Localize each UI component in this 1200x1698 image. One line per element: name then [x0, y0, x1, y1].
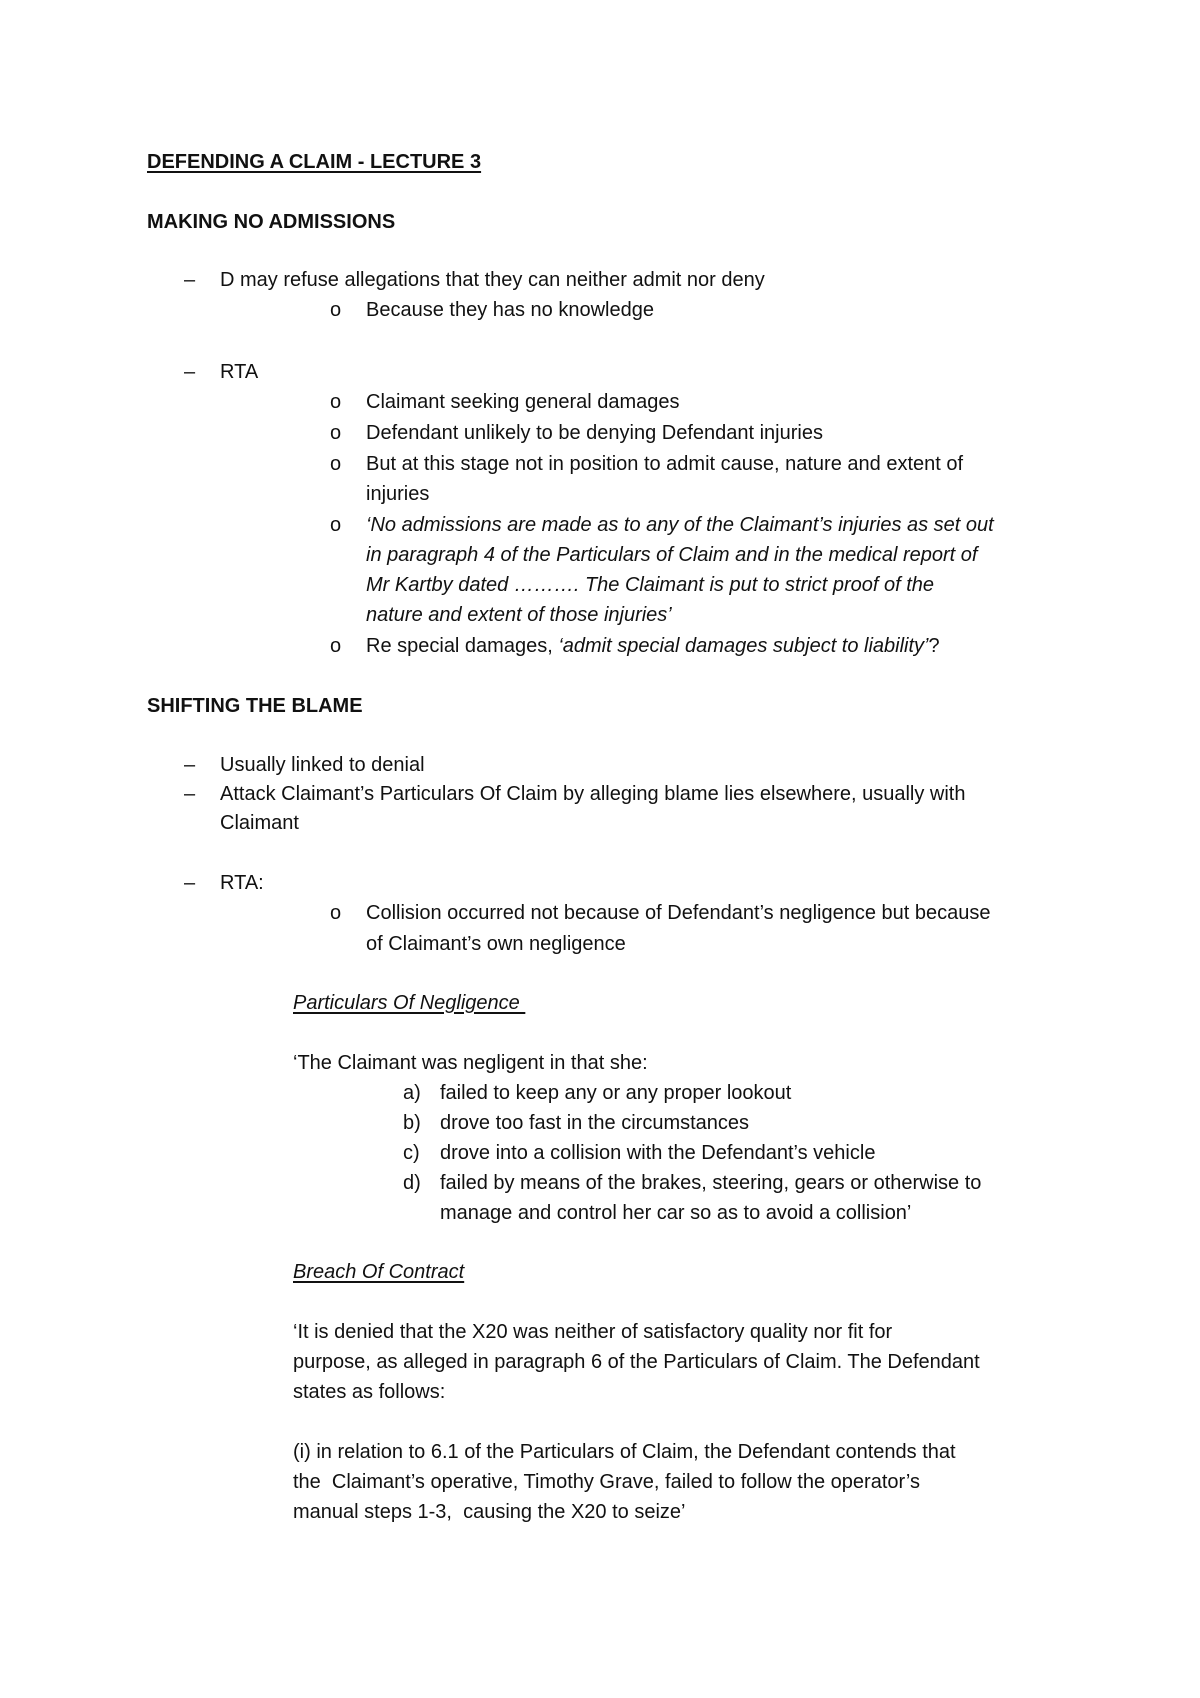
contract-paragraph-line: states as follows: — [293, 1381, 446, 1403]
circle-bullet: o — [330, 391, 342, 413]
special-damages-line — [366, 631, 940, 661]
particulars-of-negligence-heading: Particulars Of Negligence — [293, 992, 526, 1014]
list-item: drove too fast in the circumstances — [440, 1112, 750, 1134]
dash-bullet: – — [184, 872, 196, 894]
list-letter: a) — [403, 1082, 421, 1104]
sub-bullet-text: Collision occurred not because of Defendant’s negligence but because — [366, 902, 991, 924]
bullet-text: Attack Claimant’s Particulars Of Claim by alleging blame lies elsewhere, usually with — [220, 783, 966, 805]
section-heading-making-no-admissions: MAKING NO ADMISSIONS — [147, 211, 396, 233]
bullet-text: D may refuse allegations that they can neither admit nor deny — [220, 269, 765, 291]
dash-bullet: – — [184, 783, 196, 805]
circle-bullet: o — [330, 635, 342, 657]
sub-bullet-text-cont: injuries — [366, 483, 430, 505]
circle-bullet: o — [330, 902, 342, 924]
sub-bullet-text-cont: of Claimant’s own negligence — [366, 933, 626, 955]
quoted-text: ‘No admissions are made as to any of the Claimant’s injuries as set out — [366, 514, 994, 536]
bullet-text: RTA — [220, 361, 259, 383]
list-item: failed by means of the brakes, steering, gears or otherwise to — [440, 1172, 982, 1194]
circle-bullet: o — [330, 422, 342, 444]
quoted-text: nature and extent of those injuries’ — [366, 604, 672, 626]
negligence-intro: ‘The Claimant was negligent in that she: — [293, 1052, 648, 1074]
contract-paragraph-line: purpose, as alleged in paragraph 6 of the Particulars of Claim. The Defendant — [293, 1351, 980, 1373]
list-letter: d) — [403, 1172, 421, 1194]
special-suffix: ? — [928, 635, 940, 657]
circle-bullet: o — [330, 299, 342, 321]
dash-bullet: – — [184, 269, 196, 291]
sub-bullet-text: But at this stage not in position to admit cause, nature and extent of — [366, 453, 964, 475]
circle-bullet: o — [330, 453, 342, 475]
dash-bullet: – — [184, 361, 196, 383]
contract-paragraph-line: manual steps 1-3, causing the X20 to seize’ — [293, 1501, 686, 1523]
list-item: failed to keep any or any proper lookout — [440, 1082, 792, 1104]
breach-of-contract-heading: Breach Of Contract — [293, 1261, 465, 1283]
sub-bullet-text: Because they has no knowledge — [366, 299, 654, 321]
dash-bullet: – — [184, 754, 196, 776]
list-item: drove into a collision with the Defendant’s vehicle — [440, 1142, 876, 1164]
special-quote: ‘admit special damages subject to liability’ — [558, 635, 929, 657]
quoted-text: in paragraph 4 of the Particulars of Claim and in the medical report of — [366, 544, 978, 566]
circle-bullet: o — [330, 514, 342, 536]
sub-bullet-text: Claimant seeking general damages — [366, 391, 680, 413]
contract-paragraph-line: (i) in relation to 6.1 of the Particulars of Claim, the Defendant contends that — [293, 1441, 956, 1463]
contract-paragraph-line: ‘It is denied that the X20 was neither of satisfactory quality nor fit for — [293, 1321, 893, 1343]
bullet-text: Usually linked to denial — [220, 754, 425, 776]
list-item-cont: manage and control her car so as to avoid a collision’ — [440, 1202, 912, 1224]
list-letter: b) — [403, 1112, 421, 1134]
list-letter: c) — [403, 1142, 420, 1164]
bullet-text-cont: Claimant — [220, 812, 299, 834]
quoted-text: Mr Kartby dated ………. The Claimant is put to strict proof of the — [366, 574, 934, 596]
bullet-text: RTA: — [220, 872, 264, 894]
sub-bullet-text: Defendant unlikely to be denying Defendant injuries — [366, 422, 823, 444]
document-title: DEFENDING A CLAIM - LECTURE 3 — [147, 151, 482, 173]
special-prefix: Re special damages, — [366, 635, 559, 657]
section-heading-shifting-the-blame: SHIFTING THE BLAME — [147, 695, 363, 717]
contract-paragraph-line: the Claimant’s operative, Timothy Grave, failed to follow the operator’s — [293, 1471, 920, 1493]
